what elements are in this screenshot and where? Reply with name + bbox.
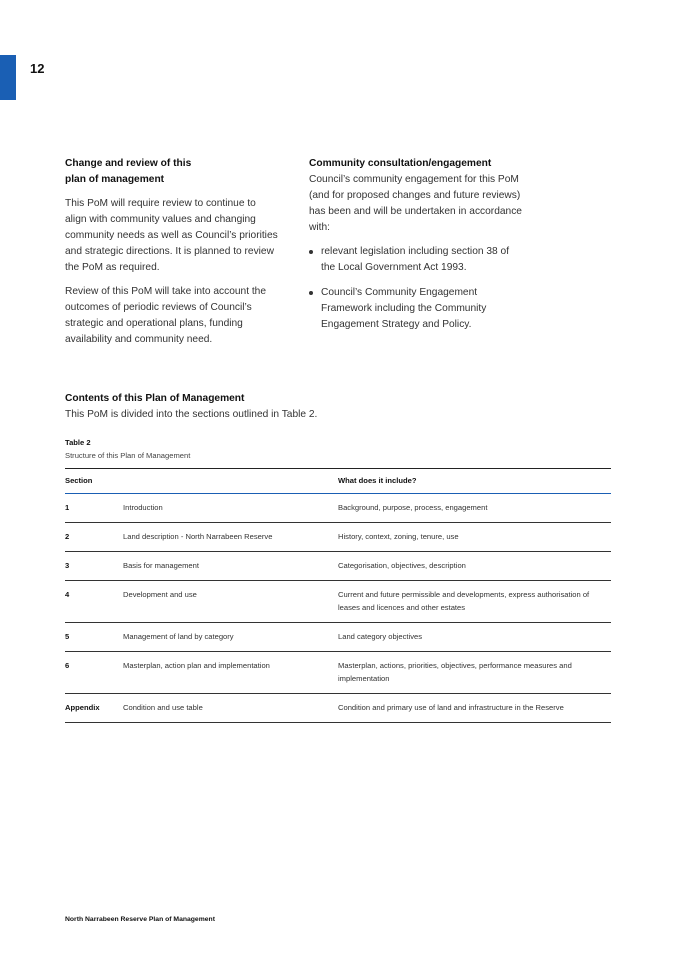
consultation-bullet: Council’s Community Engagement Framework including the Community Engagement Strategy and Policy. — [321, 285, 524, 333]
table-row — [65, 623, 611, 652]
section-number: 4 — [65, 590, 70, 599]
section-name: Introduction — [123, 503, 163, 512]
section-number: 6 — [65, 661, 70, 670]
contents-text: This PoM is divided into the sections outlined in Table 2. — [65, 409, 318, 420]
table-header-row — [65, 469, 611, 494]
structure-table — [65, 468, 611, 723]
section-name: Masterplan, action plan and implementation — [123, 661, 270, 670]
section-number: 2 — [65, 532, 70, 541]
consultation-bullet-list — [309, 244, 524, 333]
section-name: Land description - North Narrabeen Reserve — [123, 532, 273, 541]
table-row — [65, 552, 611, 581]
section-include: Current and future permissible and developments, express authorisation of leases and licences and other estates — [338, 590, 590, 612]
section-number: 3 — [65, 561, 70, 570]
section-include: Categorisation, objectives, description — [338, 561, 466, 570]
section-name: Development and use — [123, 590, 197, 599]
review-heading — [65, 156, 280, 188]
section-name: Basis for management — [123, 561, 199, 570]
consultation-bullet: relevant legislation including section 38 of the Local Government Act 1993. — [321, 244, 524, 276]
contents-heading: Contents of this Plan of Management — [65, 393, 245, 404]
consultation-paragraph: Council’s community engagement for this PoM (and for proposed changes and future reviews) has been and will be undertaken in accordance with: — [309, 174, 522, 233]
section-name: Management of land by category — [123, 632, 234, 641]
review-paragraph-2: Review of this PoM will take into account the outcomes of periodic reviews of Council’s strategic and operational plans, funding availability and community need. — [65, 286, 267, 345]
table-title: Table 2 — [65, 438, 91, 447]
section-include: Background, purpose, process, engagement — [338, 503, 488, 512]
table-subtitle: Structure of this Plan of Management — [65, 451, 191, 460]
consultation-heading: Community consultation/engagement — [309, 158, 492, 169]
table-row — [65, 581, 611, 623]
table-row — [65, 494, 611, 523]
table-row — [65, 694, 611, 723]
page-tab-marker — [0, 55, 16, 100]
section-number: 1 — [65, 503, 70, 512]
page-number: 12 — [30, 61, 45, 76]
section-name: Condition and use table — [123, 703, 203, 712]
footer-title: North Narrabeen Reserve Plan of Management — [65, 916, 215, 923]
contents-section — [65, 391, 611, 423]
section-number: 5 — [65, 632, 70, 641]
table-row — [65, 652, 611, 694]
review-section — [65, 156, 280, 356]
review-heading-line1: Change and review of this — [65, 158, 192, 169]
review-paragraph-1: This PoM will require review to continue to align with community values and changing community needs as well as Council’s priorities and strategic directions. It is planned to review the PoM as required. — [65, 198, 278, 273]
section-include: Land category objectives — [338, 632, 423, 641]
section-include: History, context, zoning, tenure, use — [338, 532, 459, 541]
header-include: What does it include? — [338, 476, 417, 485]
header-section: Section — [65, 476, 93, 485]
review-heading-line2: plan of management — [65, 174, 165, 185]
section-include: Condition and primary use of land and infrastructure in the Reserve — [338, 703, 564, 712]
section-number: Appendix — [65, 703, 100, 712]
consultation-section — [309, 156, 524, 342]
table-row — [65, 523, 611, 552]
section-include: Masterplan, actions, priorities, objectives, performance measures and implementation — [338, 661, 572, 683]
